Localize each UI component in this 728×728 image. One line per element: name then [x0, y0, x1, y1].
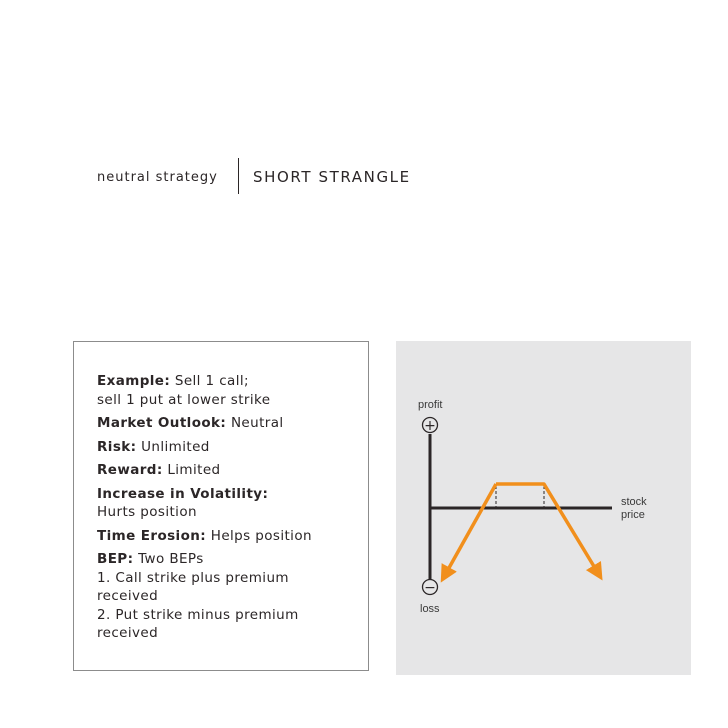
market-outlook-label: Market Outlook:	[97, 415, 227, 431]
header-divider	[238, 158, 239, 194]
reward-label: Reward:	[97, 462, 163, 478]
time-erosion-row	[97, 527, 367, 546]
strategy-info-text	[97, 372, 367, 648]
loss-label: loss	[420, 603, 440, 615]
volatility-row	[97, 485, 367, 522]
market-outlook-row	[97, 414, 367, 433]
volatility-value: Hurts position	[97, 504, 197, 520]
reward-value: Limited	[167, 462, 221, 478]
bep-item-2-line-1: 2. Put strike minus premium	[97, 606, 299, 623]
risk-label: Risk:	[97, 438, 137, 455]
strategy-info-box	[73, 341, 369, 671]
bep-row	[97, 550, 367, 643]
payoff-line-right	[496, 484, 598, 573]
example-row	[97, 372, 367, 409]
risk-value: Unlimited	[141, 438, 210, 455]
time-erosion-label: Time Erosion:	[97, 527, 207, 544]
risk-row	[97, 438, 367, 457]
example-label: Example:	[97, 373, 171, 389]
profit-plus-icon: +	[424, 418, 436, 434]
bep-item-2-line-2: received	[97, 625, 159, 641]
bep-value: Two BEPs	[138, 551, 204, 567]
bep-label: BEP:	[97, 551, 134, 567]
stock-price-label-line-1: stock	[621, 496, 647, 508]
example-line-1: Sell 1 call;	[174, 373, 249, 389]
market-outlook-value: Neutral	[230, 415, 284, 431]
time-erosion-value: Helps position	[210, 527, 312, 544]
payoff-diagram	[396, 341, 691, 675]
bep-item-1-line-2: received	[97, 588, 159, 604]
example-line-2: sell 1 put at lower strike	[97, 391, 271, 408]
stock-price-label-line-2: price	[621, 509, 645, 521]
payoff-line-left	[445, 484, 496, 575]
volatility-label: Increase in Volatility:	[97, 485, 269, 502]
reward-row	[97, 461, 367, 480]
bep-item-1-line-1: 1. Call strike plus premium	[97, 569, 289, 586]
loss-minus-icon: −	[424, 580, 436, 596]
strategy-category: neutral strategy	[97, 170, 218, 185]
strategy-title: SHORT STRANGLE	[253, 168, 411, 186]
profit-label: profit	[418, 399, 443, 411]
payoff-diagram-panel	[396, 341, 691, 675]
